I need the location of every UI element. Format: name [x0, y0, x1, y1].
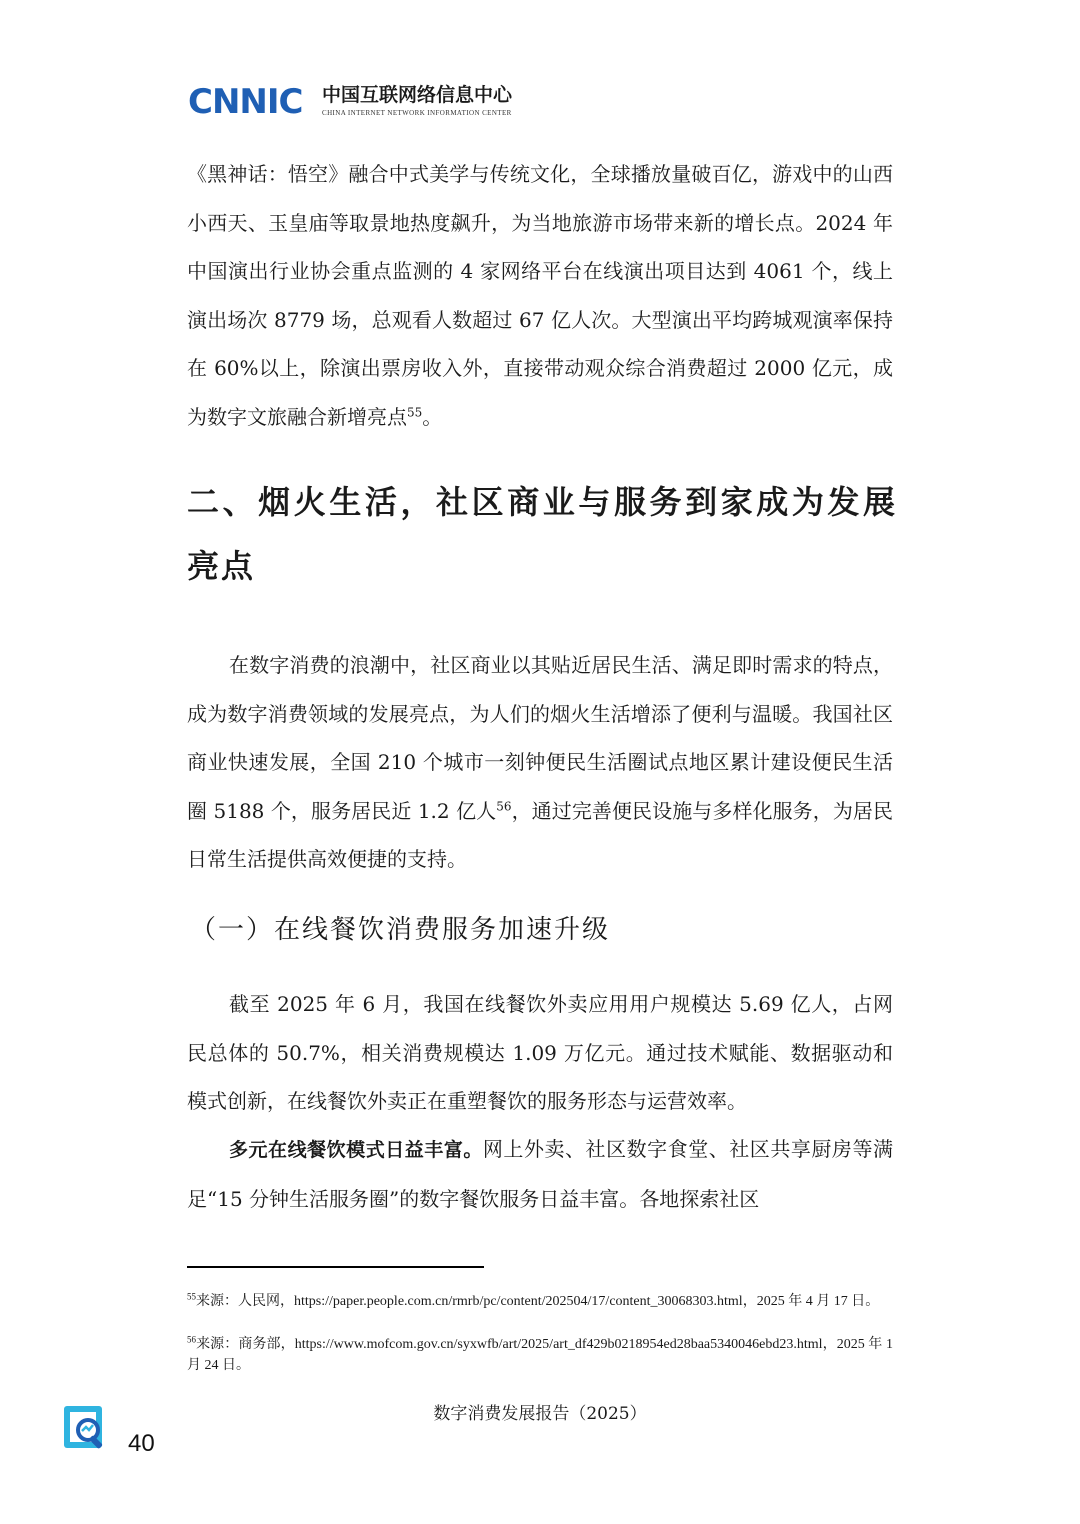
section-text-before: 在数字消费的浪潮中，社区商业以其贴近居民生活、满足即时需求的特点，成为数字消费领域的发展亮点，为人们的烟火生活增添了便利与温暖。我国社区商业快速发展，全国 210 个城市一刻钟便民生活圈试点地区累计建设便民生活圈 5188 个，服务居民近 1.2 亿人 — [187, 653, 893, 823]
page-number: 40 — [128, 1430, 155, 1457]
subsection-paragraph: 截至 2025 年 6 月，我国在线餐饮外卖应用用户规模达 5.69 亿人，占网民总体的 50.7%，相关消费规模达 1.09 万亿元。通过技术赋能、数据驱动和模式创新，在线餐饮外卖正在重塑餐饮的服务形态与运营效率。 — [187, 992, 893, 1114]
magnifier-report-icon — [62, 1404, 112, 1454]
header-logo — [188, 82, 548, 122]
section-heading: 二、烟火生活，社区商业与服务到家成为发展亮点 — [187, 483, 897, 585]
footnote-55 — [187, 1291, 893, 1312]
cnnic-logo-mark: CNNIC — [188, 82, 303, 122]
bold-lead-paragraph — [187, 1125, 893, 1223]
section-text-after: ，通过完善便民设施与多样化服务，为居民日常生活提供高效便捷的支持。 — [187, 798, 893, 872]
footnote-number: 56 — [187, 1334, 196, 1345]
subsection-heading: （一）在线餐饮消费服务加速升级 — [190, 915, 611, 945]
footnote-divider — [187, 1266, 484, 1268]
intro-end: 。 — [422, 404, 443, 429]
report-title: 数字消费发展报告（2025） — [433, 1404, 647, 1424]
org-name-cn: 中国互联网络信息中心 — [322, 84, 513, 106]
bold-lead: 多元在线餐饮模式日益丰富。 — [229, 1139, 483, 1161]
footnote-text[interactable]: 来源：人民网，https://paper.people.com.cn/rmrb/pc/content/202504/17/content_30068303.html，2025 年 4 月 17 日。 — [196, 1294, 880, 1309]
footnote-text[interactable]: 来源：商务部，https://www.mofcom.gov.cn/syxwfb/art/2025/art_df429b0218954ed28baa5340046ebd23.html，2025 年 1 月 24 日。 — [187, 1337, 893, 1373]
bold-paragraph-text: 网上外卖、社区数字食堂、社区共享厨房等满足“15 分钟生活服务圈”的数字餐饮服务日益丰富。各地探索社区 — [187, 1137, 893, 1211]
intro-text: 《黑神话：悟空》融合中式美学与传统文化，全球播放量破百亿，游戏中的山西小西天、玉皇庙等取景地热度飙升，为当地旅游市场带来新的增长点。2024 年中国演出行业协会重点监测的 4 家网络平台在线演出项目达到 4061 个，线上演出场次 8779 场，总观看人数超过 67 亿人次。大型演出平均跨城观演率保持在 60%以上，除演出票房收入外，直接带动观众综合消费超过 2000 亿元，成为数字文旅融合新增亮点 — [187, 162, 893, 429]
intro-paragraph — [187, 150, 893, 442]
section-paragraph — [187, 641, 893, 884]
org-name-en: CHINA INTERNET NETWORK INFORMATION CENTER — [322, 109, 512, 117]
footnote-56 — [187, 1334, 893, 1376]
footnote-ref-55[interactable]: 55 — [407, 405, 423, 420]
footnote-ref-56[interactable]: 56 — [496, 799, 512, 814]
footnote-number: 55 — [187, 1291, 196, 1302]
